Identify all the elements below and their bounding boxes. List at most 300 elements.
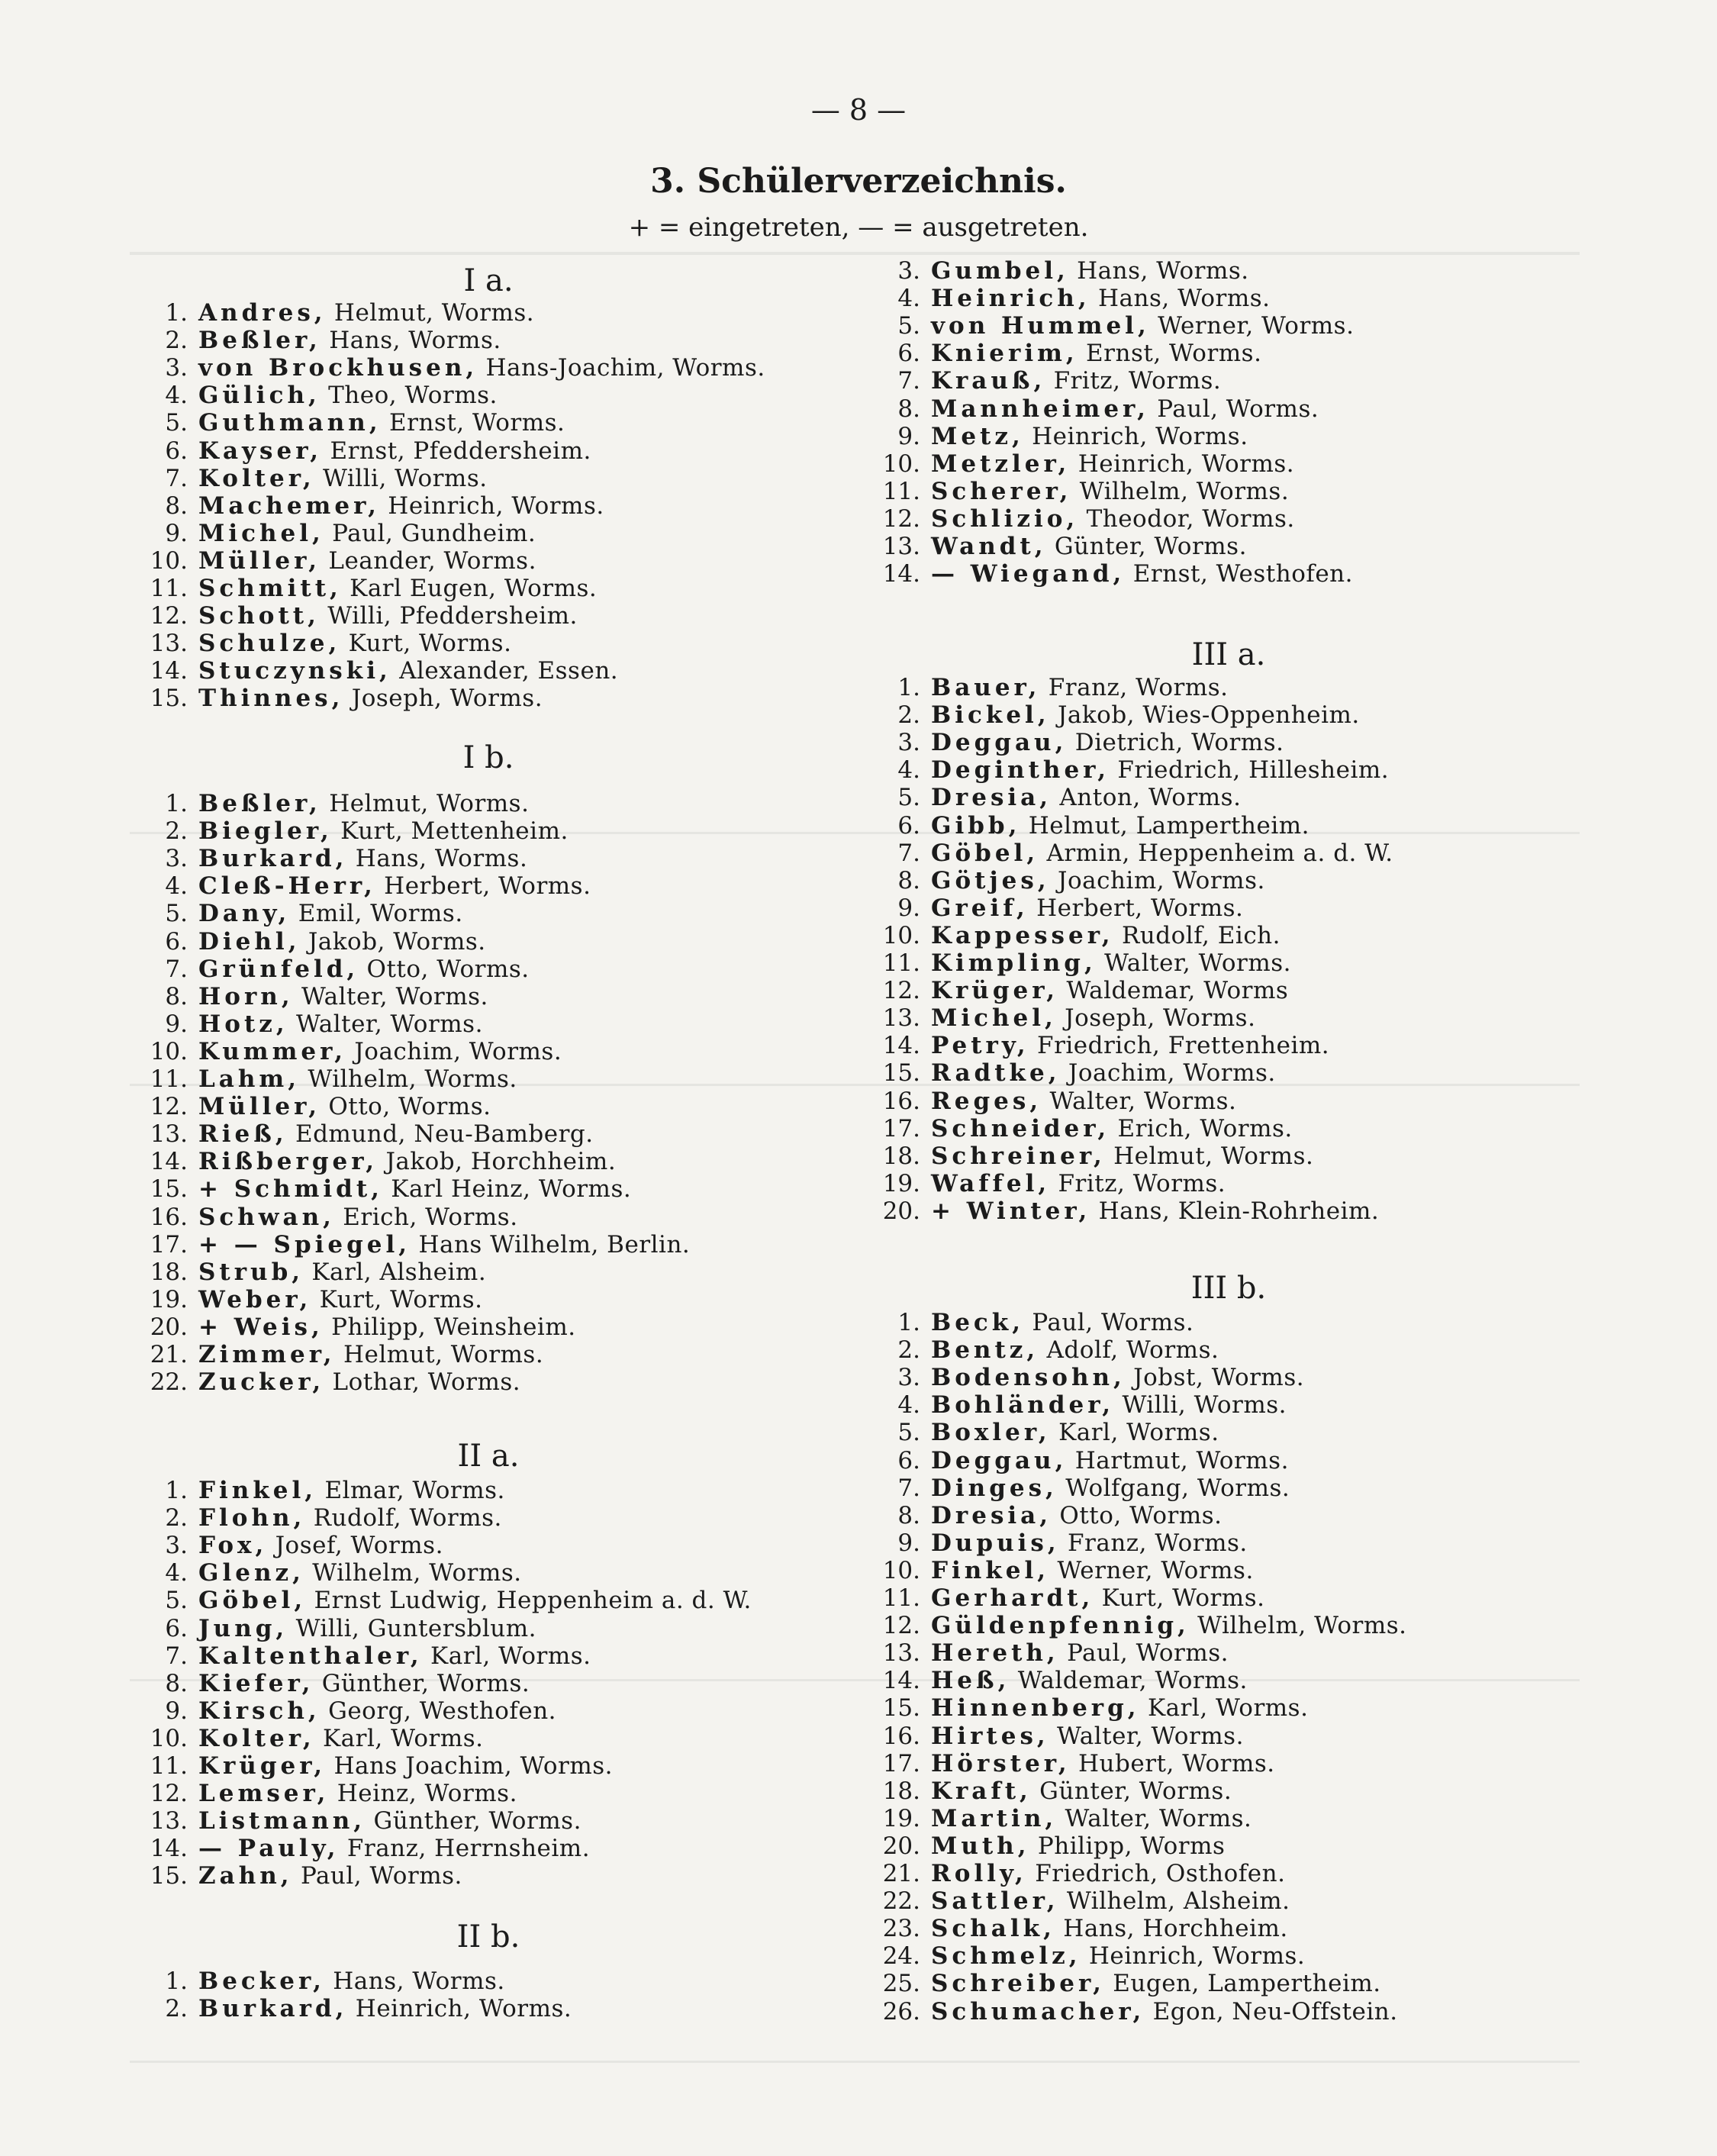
student-entry [145,1697,556,1725]
student-number: 8. [165,983,188,1010]
student-entry [878,312,1354,340]
student-number: 15. [150,1175,188,1203]
student-given-name-and-town: Heinrich, Worms. [1070,450,1295,478]
student-given-name-and-town: Franz, Worms. [1059,1529,1248,1557]
student-given-name-and-town: Adolf, Worms. [1039,1336,1219,1364]
student-entry [878,1777,1232,1805]
student-given-name-and-town: Ernst, Pfeddersheim. [322,437,591,465]
student-surname: — Pauly, [198,1835,340,1862]
student-given-name-and-town: Heinrich, Worms. [379,492,604,520]
student-surname: Beck, [931,1309,1025,1336]
student-surname: Bohländer, [931,1391,1115,1419]
student-number: 9. [897,1529,920,1557]
student-entry [878,1942,1305,1970]
student-surname: Strub, [198,1258,304,1286]
student-entry [145,520,536,547]
student-number: 4. [165,1559,188,1587]
student-given-name-and-town: Heinrich, Worms. [347,1995,572,2022]
student-given-name-and-town: Alexander, Essen. [391,657,619,685]
page-number: — 8 — [810,93,907,127]
section-title: 3. Schülerverzeichnis. [650,162,1067,201]
student-surname: Scherer, [931,478,1072,505]
student-surname: Finkel, [931,1557,1050,1584]
student-surname: Bickel, [931,701,1050,729]
student-surname: Radtke, [931,1059,1061,1087]
student-entry [878,1750,1275,1777]
student-number: 18. [150,1258,188,1286]
student-surname: Weber, [198,1286,312,1313]
student-entry [145,956,530,983]
student-number: 8. [897,395,920,423]
student-entry [145,1148,616,1175]
student-surname: Schneider, [931,1115,1110,1142]
student-surname: Krüger, [198,1752,327,1780]
student-given-name-and-town: Friedrich, Hillesheim. [1110,756,1390,784]
student-entry [145,817,569,845]
student-number: 11. [882,1584,920,1612]
student-given-name-and-town: Paul, Worms. [1148,395,1319,423]
student-surname: Bentz, [931,1336,1039,1364]
student-surname: + Schmidt, [198,1175,383,1203]
student-number: 9. [897,423,920,450]
student-number: 19. [882,1805,920,1832]
class-heading: I a. [463,263,514,298]
student-surname: Metzler, [931,450,1071,478]
student-given-name-and-town: Friedrich, Frettenheim. [1029,1032,1330,1059]
student-given-name-and-town: Paul, Worms. [1024,1309,1194,1336]
student-number: 4. [897,285,920,312]
student-surname: + Winter, [931,1197,1091,1225]
student-surname: Finkel, [198,1477,317,1504]
student-entry [145,1231,690,1258]
student-entry [145,630,511,657]
student-number: 9. [165,520,188,547]
student-given-name-and-town: Waldemar, Worms. [1010,1667,1248,1694]
student-given-name-and-town: Karl, Worms. [1050,1419,1219,1446]
student-surname: Hirtes, [931,1723,1049,1750]
student-surname: Zimmer, [198,1341,336,1368]
student-number: 17. [150,1231,188,1258]
student-number: 13. [882,533,920,560]
student-surname: Müller, [198,1093,321,1120]
student-number: 6. [897,340,920,367]
student-number: 9. [165,1697,188,1725]
student-given-name-and-town: Walter, Worms. [1042,1088,1237,1115]
student-given-name-and-town: Wilhelm, Worms. [1071,478,1290,505]
student-entry [145,492,604,520]
student-given-name-and-town: Erich, Worms. [1110,1115,1293,1142]
student-entry [878,1447,1289,1474]
student-number: 26. [882,1998,920,2025]
student-given-name-and-town: Joachim, Worms. [1060,1059,1276,1087]
student-number: 23. [882,1915,920,1942]
student-surname: Heinrich, [931,285,1090,312]
student-entry [878,1115,1293,1142]
student-number: 10. [150,1725,188,1752]
student-entry [878,1667,1248,1694]
student-entry [878,1694,1308,1722]
student-entry [145,1587,752,1614]
student-given-name-and-town: Kurt, Worms. [311,1286,483,1313]
student-entry [145,685,543,712]
student-number: 14. [150,657,188,685]
student-entry [878,1391,1287,1419]
student-given-name-and-town: Wilhelm, Worms. [1189,1612,1407,1639]
student-surname: Sattler, [931,1887,1059,1915]
student-entry [878,1419,1219,1446]
student-entry [145,1204,518,1231]
student-number: 12. [882,977,920,1004]
student-surname: Götjes, [931,867,1050,894]
student-surname: Schumacher, [931,1998,1145,2025]
student-entry [878,840,1393,867]
student-given-name-and-town: Hans, Worms. [347,845,528,872]
student-given-name-and-town: Georg, Westhofen. [320,1697,557,1725]
student-given-name-and-town: Günther, Worms. [366,1807,581,1835]
student-entry [145,872,591,900]
student-given-name-and-town: Wolfgang, Worms. [1057,1474,1290,1502]
student-surname: Müller, [198,547,321,575]
student-given-name-and-town: Hans, Worms. [324,1967,505,1995]
student-surname: Metz, [931,423,1024,450]
student-entry [878,1915,1288,1942]
student-entry [878,257,1249,285]
student-entry [145,1835,590,1862]
student-surname: Gerhardt, [931,1584,1094,1612]
student-entry [145,299,534,327]
student-surname: Horn, [198,983,294,1010]
student-given-name-and-town: Hubert, Worms. [1070,1750,1275,1777]
student-number: 9. [897,894,920,922]
student-given-name-and-town: Paul, Gundheim. [324,520,536,547]
student-surname: Schmelz, [931,1942,1081,1970]
student-surname: Greif, [931,894,1029,922]
student-given-name-and-town: Karl Heinz, Worms. [382,1175,632,1203]
student-entry [878,1170,1226,1197]
student-entry [145,845,527,872]
student-surname: Boxler, [931,1419,1051,1446]
student-given-name-and-town: Hans, Worms. [321,327,501,354]
student-given-name-and-town: Günter, Worms. [1046,533,1247,560]
student-number: 4. [165,382,188,409]
student-surname: Dresia, [931,1502,1052,1529]
student-entry [878,1887,1290,1915]
student-given-name-and-town: Helmut, Worms. [1105,1142,1314,1170]
student-given-name-and-town: Ernst, Worms. [381,409,565,437]
student-entry [145,1093,491,1120]
student-surname: Dresia, [931,784,1052,811]
student-given-name-and-town: Walter, Worms. [288,1010,483,1038]
student-entry [145,409,565,437]
student-surname: Zucker, [198,1368,325,1396]
student-entry [145,437,591,465]
student-number: 16. [882,1723,920,1750]
student-given-name-and-town: Fritz, Worms. [1050,1170,1226,1197]
student-number: 10. [150,547,188,575]
student-number: 13. [882,1004,920,1032]
student-entry [145,382,498,409]
student-number: 7. [165,465,188,492]
student-entry [145,790,529,817]
student-surname: Hereth, [931,1639,1059,1667]
student-entry [878,1004,1255,1032]
class-heading: II a. [457,1439,520,1474]
student-entry [145,354,765,382]
student-given-name-and-town: Jakob, Worms. [300,928,486,956]
student-surname: Güldenpfennig, [931,1612,1190,1639]
student-given-name-and-town: Wilhelm, Worms. [304,1559,522,1587]
student-number: 11. [882,949,920,977]
student-given-name-and-town: Hans-Joachim, Worms. [478,354,765,382]
class-heading: III a. [1191,637,1266,672]
student-surname: Kaltenthaler, [198,1642,423,1670]
student-number: 1. [165,1477,188,1504]
student-number: 3. [897,257,920,285]
student-surname: Kolter, [198,1725,315,1752]
student-number: 3. [165,354,188,382]
student-entry [145,1862,462,1890]
student-surname: Dinges, [931,1474,1058,1502]
student-surname: Hörster, [931,1750,1071,1777]
student-given-name-and-town: Ernst Ludwig, Heppenheim a. d. W. [306,1587,752,1614]
student-surname: Krüger, [931,977,1059,1004]
student-given-name-and-town: Wilhelm, Alsheim. [1058,1887,1290,1915]
student-entry [878,1032,1329,1059]
student-surname: Michel, [931,1004,1057,1032]
student-given-name-and-town: Otto, Worms. [1052,1502,1223,1529]
student-surname: Machemer, [198,492,380,520]
student-surname: Schwan, [198,1204,335,1231]
student-number: 7. [897,367,920,395]
student-number: 1. [165,790,188,817]
student-entry [145,465,488,492]
student-given-name-and-town: Willi, Worms. [1114,1391,1287,1419]
student-given-name-and-town: Heinz, Worms. [329,1780,517,1807]
student-surname: Schulze, [198,630,341,657]
student-surname: Rolly, [931,1860,1027,1887]
student-entry [878,867,1265,894]
student-entry [878,894,1243,922]
student-given-name-and-town: Leander, Worms. [321,547,536,575]
student-surname: Kiefer, [198,1670,314,1697]
student-given-name-and-town: Ernst, Westhofen. [1125,560,1353,588]
student-given-name-and-town: Kurt, Worms. [1094,1584,1265,1612]
student-surname: + — Spiegel, [198,1231,411,1258]
student-number: 21. [150,1341,188,1368]
student-entry [878,478,1289,505]
student-entry [145,900,463,927]
student-number: 3. [897,1364,920,1391]
student-surname: Kummer, [198,1038,346,1065]
student-number: 1. [897,1309,920,1336]
student-given-name-and-town: Karl, Worms. [422,1642,591,1670]
student-number: 5. [165,900,188,927]
student-number: 10. [150,1038,188,1065]
student-number: 20. [882,1197,920,1225]
student-number: 2. [165,1504,188,1532]
student-entry [878,1612,1407,1639]
student-number: 8. [897,867,920,894]
student-surname: Stuczynski, [198,657,391,685]
student-number: 11. [150,575,188,602]
student-entry [878,367,1221,395]
student-surname: Becker, [198,1967,325,1995]
student-given-name-and-town: Heinrich, Worms. [1081,1942,1306,1970]
student-given-name-and-town: Rudolf, Worms. [305,1504,502,1532]
student-surname: Flohn, [198,1504,306,1532]
student-entry [145,327,501,354]
student-given-name-and-town: Theodor, Worms. [1078,505,1295,533]
student-given-name-and-town: Günther, Worms. [314,1670,530,1697]
student-entry [878,423,1248,450]
student-entry [878,1557,1254,1584]
student-number: 4. [897,756,920,784]
student-given-name-and-town: Kurt, Mettenheim. [332,817,569,845]
student-entry [145,1504,502,1532]
student-entry [878,1197,1379,1225]
student-entry [878,922,1281,949]
student-given-name-and-town: Hans Joachim, Worms. [326,1752,614,1780]
student-given-name-and-town: Otto, Worms. [321,1093,491,1120]
student-given-name-and-town: Egon, Neu-Offstein. [1145,1998,1398,2025]
student-given-name-and-town: Rudolf, Eich. [1113,922,1281,949]
student-number: 9. [165,1010,188,1038]
student-entry [145,1967,505,1995]
class-heading: III b. [1190,1271,1267,1306]
student-surname: Göbel, [198,1587,307,1614]
student-surname: Burkard, [198,1995,348,2022]
student-number: 18. [882,1777,920,1805]
student-number: 3. [165,1532,188,1559]
student-number: 11. [150,1752,188,1780]
student-number: 8. [897,1502,920,1529]
student-surname: Schreiber, [931,1970,1105,1997]
student-number: 20. [150,1313,188,1341]
student-entry [878,285,1271,312]
student-entry [878,1860,1285,1887]
student-number: 4. [897,1391,920,1419]
student-number: 17. [882,1750,920,1777]
student-number: 5. [165,409,188,437]
student-entry [878,756,1389,784]
student-number: 3. [897,729,920,756]
student-number: 18. [882,1142,920,1170]
student-entry [878,1998,1398,2025]
student-number: 22. [882,1887,920,1915]
student-given-name-and-town: Helmut, Lampertheim. [1020,812,1309,840]
student-number: 7. [165,956,188,983]
class-heading: I b. [462,740,514,775]
student-given-name-and-town: Günter, Worms. [1031,1777,1232,1805]
student-given-name-and-town: Waldemar, Worms [1058,977,1289,1004]
student-surname: Mannheimer, [931,395,1149,423]
student-surname: Heß, [931,1667,1010,1694]
student-surname: Lemser, [198,1780,330,1807]
student-number: 6. [897,1447,920,1474]
student-given-name-and-town: Helmut, Worms. [321,790,530,817]
student-surname: Beßler, [198,327,321,354]
student-surname: Petry, [931,1032,1029,1059]
student-given-name-and-town: Herbert, Worms. [375,872,591,900]
student-number: 5. [897,784,920,811]
student-given-name-and-town: Karl, Alsheim. [304,1258,487,1286]
student-surname: Deginther, [931,756,1110,784]
student-number: 7. [165,1642,188,1670]
student-number: 13. [882,1639,920,1667]
student-number: 7. [897,1474,920,1502]
student-surname: Gülich, [198,382,321,409]
student-given-name-and-town: Hartmut, Worms. [1067,1447,1289,1474]
student-entry [878,1502,1223,1529]
student-entry [878,1309,1194,1336]
student-given-name-and-town: Joseph, Worms. [343,685,543,712]
student-given-name-and-town: Walter, Worms. [1057,1805,1252,1832]
student-entry [878,1970,1381,1997]
student-number: 5. [897,312,920,340]
student-number: 12. [150,1093,188,1120]
student-number: 1. [165,1967,188,1995]
student-surname: Schlizio, [931,505,1079,533]
student-given-name-and-town: Hans, Worms. [1068,257,1249,285]
student-surname: Kayser, [198,437,323,465]
student-surname: Fox, [198,1532,268,1559]
student-number: 7. [897,840,920,867]
student-given-name-and-town: Theo, Worms. [320,382,498,409]
student-number: 5. [165,1587,188,1614]
student-surname: Hotz, [198,1010,288,1038]
student-entry [878,1142,1313,1170]
student-entry [878,1474,1290,1502]
student-given-name-and-town: Lothar, Worms. [324,1368,521,1396]
student-surname: Gibb, [931,812,1021,840]
student-number: 15. [882,1059,920,1087]
student-given-name-and-town: Joseph, Worms. [1056,1004,1256,1032]
student-given-name-and-town: Willi, Pfeddersheim. [319,602,578,630]
student-surname: Wandt, [931,533,1047,560]
student-surname: Kolter, [198,465,315,492]
class-heading: II b. [456,1919,520,1955]
student-given-name-and-town: Hans, Horchheim. [1055,1915,1288,1942]
student-surname: Bauer, [931,674,1041,701]
student-number: 12. [882,505,920,533]
student-number: 1. [897,674,920,701]
student-surname: Kimpling, [931,949,1097,977]
student-surname: Gumbel, [931,257,1069,285]
student-number: 6. [165,1615,188,1642]
student-surname: Hinnenberg, [931,1694,1140,1722]
student-given-name-and-town: Hans Wilhelm, Berlin. [411,1231,691,1258]
student-surname: Bodensohn, [931,1364,1126,1391]
student-surname: + Weis, [198,1313,324,1341]
student-surname: Michel, [198,520,324,547]
student-given-name-and-town: Werner, Worms. [1049,1557,1254,1584]
student-number: 2. [897,701,920,729]
student-entry [878,729,1284,756]
student-entry [878,1805,1252,1832]
student-number: 13. [150,1120,188,1148]
student-number: 13. [150,1807,188,1835]
student-given-name-and-town: Helmut, Worms. [335,1341,544,1368]
student-number: 6. [165,928,188,956]
student-entry [878,1832,1225,1860]
student-number: 16. [882,1088,920,1115]
student-surname: Grünfeld, [198,956,359,983]
student-entry [145,602,578,630]
student-number: 14. [150,1835,188,1862]
student-entry [145,1477,505,1504]
student-number: 15. [150,685,188,712]
student-number: 16. [150,1204,188,1231]
